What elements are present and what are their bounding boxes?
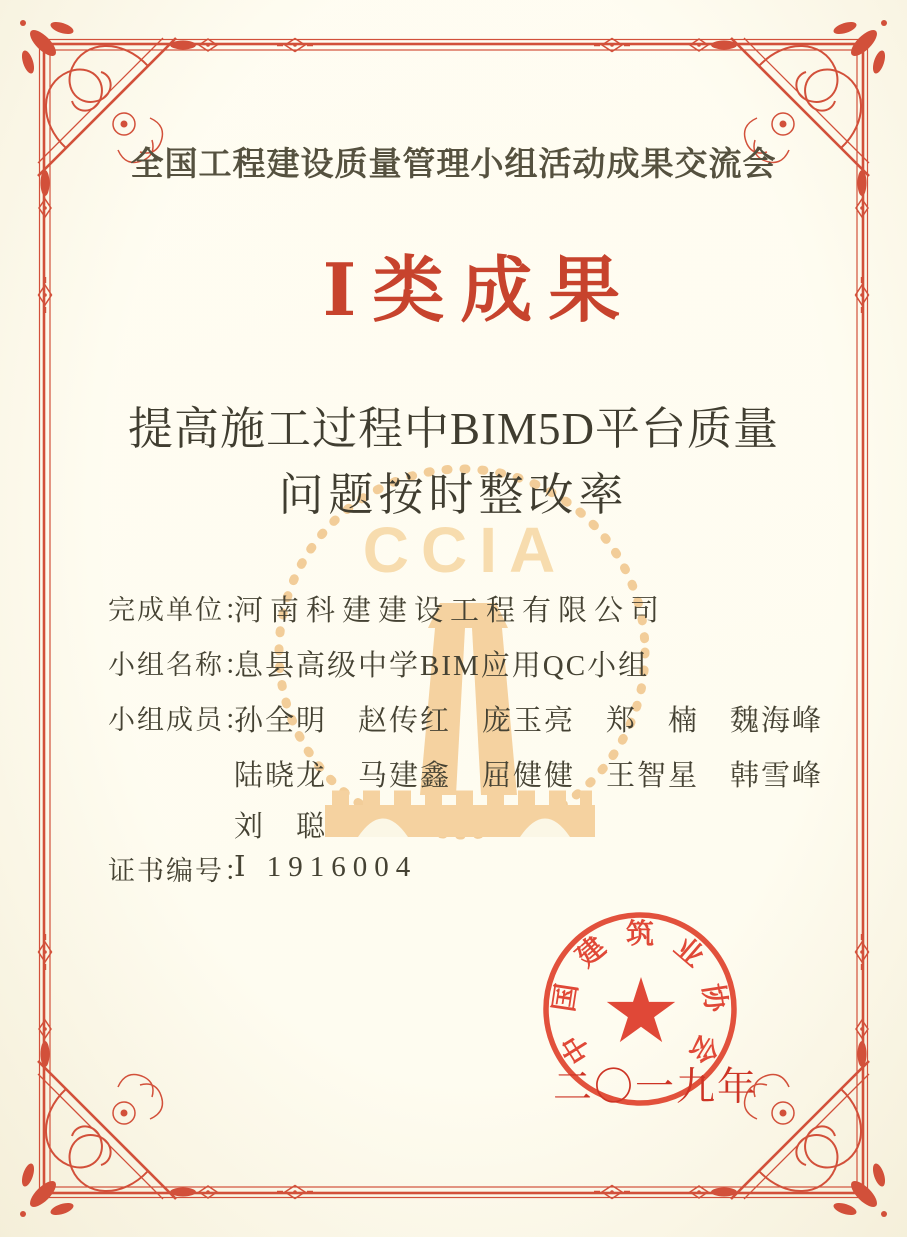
members-row3-value: 刘 聪 xyxy=(234,811,328,843)
field-row-members-1 xyxy=(108,698,823,739)
unit-value: 河南科建建设工程有限公司 xyxy=(234,595,667,627)
achievement-title-line2: 问题按时整改率 xyxy=(278,470,629,520)
members-label: 小组成员： xyxy=(108,705,253,735)
field-row-unit xyxy=(108,588,666,629)
members-row1-value: 孙全明 赵传红 庞玉亮 郑 楠 魏海峰 xyxy=(234,705,824,737)
conference-title: 全国工程建设质量管理小组活动成果交流会 xyxy=(130,145,777,182)
watermark-text: CCIA xyxy=(362,514,568,586)
seal-ring-char: 中 xyxy=(556,1028,598,1069)
field-row-group-name xyxy=(108,643,649,684)
certificate-number-label: 证书编号： xyxy=(108,856,253,886)
award-class-title: Ⅰ类成果 xyxy=(322,251,637,331)
star-icon xyxy=(607,977,675,1042)
field-row-members-2 xyxy=(108,753,823,794)
seal-ring-char: 建 xyxy=(570,931,613,974)
group-name-label: 小组名称： xyxy=(108,650,253,680)
field-row-members-3 xyxy=(108,804,327,845)
seal-ring-char: 会 xyxy=(682,1028,724,1069)
achievement-title-line1: 提高施工过程中BIM5D平台质量 xyxy=(127,404,779,454)
members-row2-value: 陆晓龙 马建鑫 屈健健 王智星 韩雪峰 xyxy=(234,760,824,792)
seal-ring-char: 筑 xyxy=(625,919,655,950)
field-row-certificate-number xyxy=(108,849,417,888)
seal-ring-char: 业 xyxy=(667,931,710,974)
unit-label: 完成单位： xyxy=(108,595,253,625)
group-name-value: 息县高级中学BIM应用QC小组 xyxy=(234,650,650,682)
issue-year: 二〇一九年 xyxy=(553,1066,759,1109)
seal-ring-char: 国 xyxy=(548,981,584,1014)
certificate-number-value: Ⅰ 1916004 xyxy=(234,851,418,883)
seal-ring-char: 协 xyxy=(696,981,732,1014)
